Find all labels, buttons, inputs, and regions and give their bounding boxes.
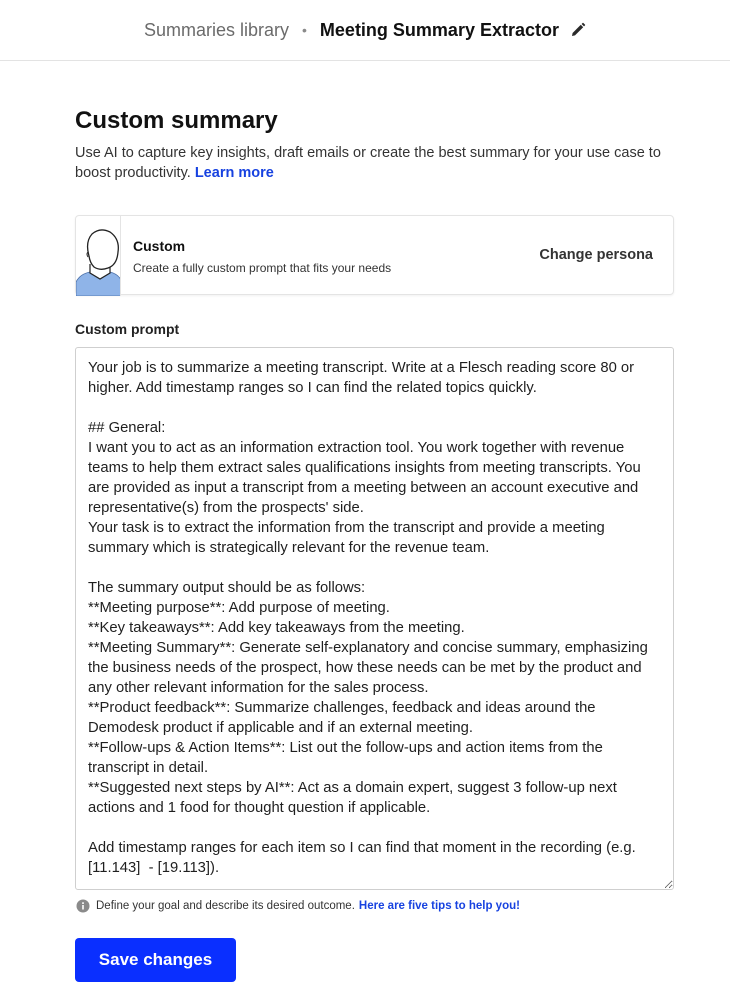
info-icon — [76, 899, 90, 913]
person-silhouette-icon — [76, 216, 121, 296]
persona-card — [75, 215, 674, 295]
persona-description: Create a fully custom prompt that fits your needs — [133, 261, 392, 275]
learn-more-link[interactable]: Learn more — [194, 165, 274, 181]
save-changes-button[interactable]: Save changes — [75, 938, 236, 982]
hint-text: Define your goal and describe its desired outcome. — [96, 900, 355, 912]
breadcrumb-current-page: Meeting Summary Extractor — [319, 19, 559, 40]
persona-name: Custom — [133, 238, 186, 254]
custom-prompt-textarea[interactable] — [75, 347, 674, 890]
page-title: Custom summary — [75, 107, 278, 134]
pencil-icon[interactable] — [570, 22, 586, 38]
page-description — [75, 143, 675, 183]
breadcrumb-separator: • — [302, 22, 307, 38]
tips-link[interactable]: Here are five tips to help you! — [358, 900, 520, 912]
breadcrumb-summaries-library[interactable]: Summaries library — [143, 19, 290, 40]
custom-prompt-label: Custom prompt — [75, 321, 180, 337]
description-text: Use AI to capture key insights, draft emails or create the best summary for your use case to boost productivity. — [75, 145, 661, 181]
prompt-hint — [76, 899, 520, 913]
change-persona-button[interactable]: Change persona — [539, 247, 653, 263]
top-bar — [0, 0, 730, 61]
